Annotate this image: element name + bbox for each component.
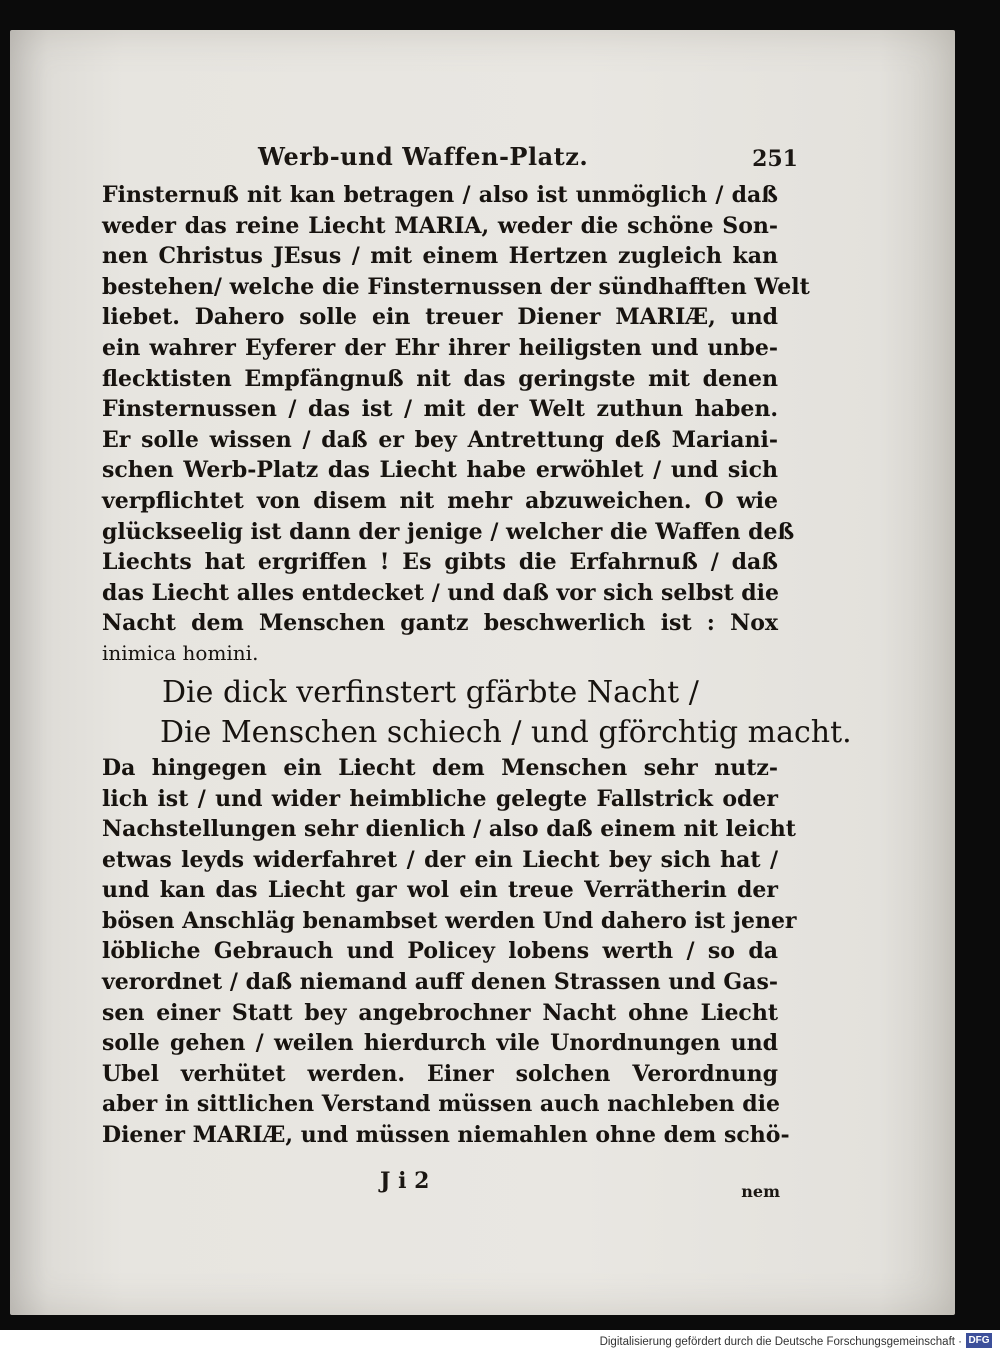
- text-line: aber in sittlichen Verstand müssen auch nachleben die: [102, 1091, 780, 1118]
- text-line: glückseelig ist dann der jenige / welcher die Waffen deß: [102, 518, 795, 545]
- running-title: Werb-und Waffen-Platz.: [258, 142, 589, 171]
- text-line: Liechts hat ergriffen ! Es gibts die Erfahrnuß / daß: [102, 549, 778, 576]
- text-line: weder das reine Liecht MARIA, weder die schöne Son-: [102, 212, 778, 239]
- text-line: und kan das Liecht gar wol ein treue Verrätherin der: [102, 877, 778, 904]
- text-line: liebet. Dahero solle ein treuer Diener MARIÆ, und: [102, 304, 778, 331]
- catchword: nem: [741, 1182, 780, 1201]
- text-line: verordnet / daß niemand auff denen Strassen und Gas-: [102, 969, 778, 996]
- signature-mark: J i 2: [380, 1168, 430, 1194]
- page-footer: [380, 1168, 780, 1201]
- text-line: bösen Anschläg benambset werden Und dahero ist jener: [102, 907, 797, 934]
- text-line: bestehen/ welche die Finsternussen der sündhafften Welt: [102, 273, 810, 300]
- text-line: verpflichtet von disem nit mehr abzuweichen. O wie: [102, 487, 778, 514]
- text-line: nen Christus JEsus / mit einem Hertzen zugleich kan: [102, 243, 778, 270]
- text-line: sen einer Statt bey angebrochner Nacht ohne Liecht: [102, 999, 778, 1026]
- text-line: Finsternussen / das ist / mit der Welt zuthun haben.: [102, 396, 778, 423]
- verse-line: Die Menschen schiech / und gförchtig macht.: [160, 714, 852, 750]
- page-header: [258, 142, 798, 176]
- text-line: löbliche Gebrauch und Policey lobens werth / so da: [102, 938, 778, 965]
- text-line: flecktisten Empfängnuß nit das geringste mit denen: [102, 365, 778, 392]
- latin-quote-line: inimica homini.: [102, 640, 259, 665]
- text-line: Ubel verhütet werden. Einer solchen Verordnung: [102, 1060, 778, 1087]
- body-text: [102, 180, 852, 1151]
- text-line: Er solle wissen / daß er bey Antrettung deß Mariani-: [102, 426, 778, 453]
- text-line: das Liecht alles entdecket / und daß vor sich selbst die: [102, 579, 780, 606]
- text-line: ein wahrer Eyferer der Ehr ihrer heiligsten und unbe-: [102, 334, 778, 361]
- text-line: Diener MARIÆ, und müssen niemahlen ohne dem schö-: [102, 1122, 790, 1149]
- dfg-logo-icon: DFG: [966, 1333, 992, 1348]
- text-line: schen Werb-Platz das Liecht habe erwöhlet / und sich: [102, 457, 778, 484]
- text-line: lich ist / und wider heimbliche gelegte Fallstrick oder: [102, 785, 778, 812]
- page-number: 251: [752, 146, 798, 172]
- text-line: Finsternuß nit kan betragen / also ist unmöglich / daß: [102, 182, 778, 208]
- text-line: Nachstellungen sehr dienlich / also daß einem nit leicht: [102, 816, 796, 843]
- text-line: Da hingegen ein Liecht dem Menschen sehr nutz-: [102, 754, 778, 781]
- credit-bar: [0, 1330, 1000, 1350]
- text-line: solle gehen / weilen hierdurch vile Unordnungen und: [102, 1030, 778, 1057]
- text-line: etwas leyds widerfahret / der ein Liecht bey sich hat /: [102, 846, 778, 873]
- text-line: Nacht dem Menschen gantz beschwerlich ist : Nox: [102, 610, 778, 637]
- credit-text: Digitalisierung gefördert durch die Deutsche Forschungsgemeinschaft ·: [599, 1336, 962, 1348]
- verse-line: Die dick verfinstert gfärbte Nacht /: [162, 674, 699, 710]
